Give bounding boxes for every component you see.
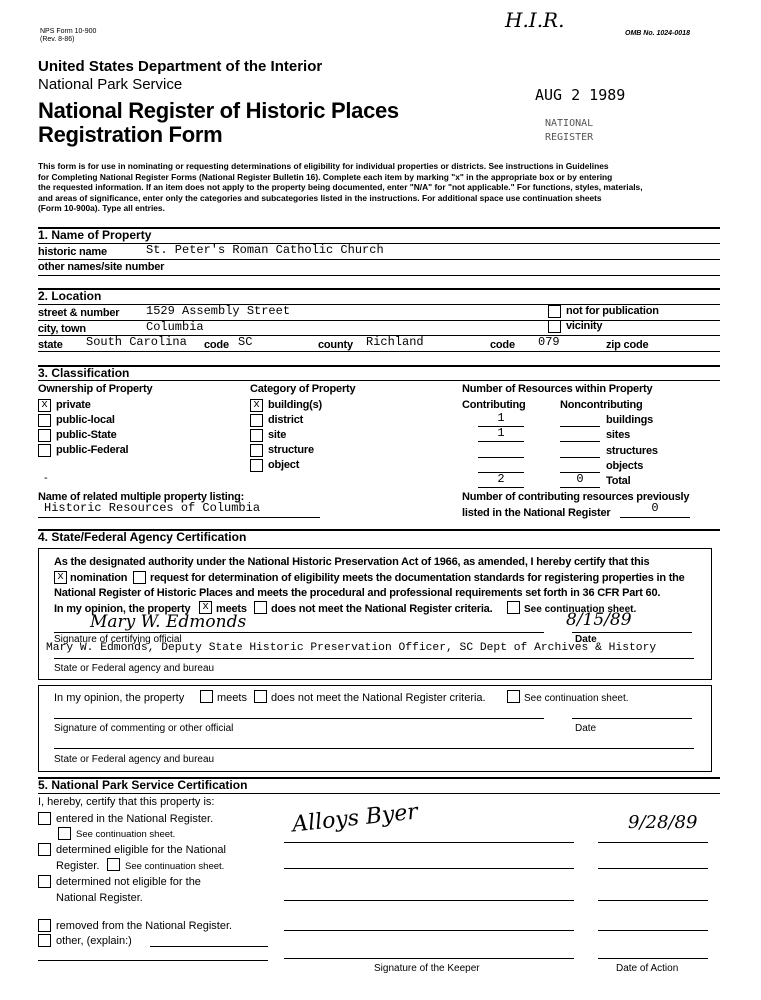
instructions-line: This form is for use in nominating or requesting determinations of eligibility for individual properties or districts. See instructions in Guidelines xyxy=(38,161,609,171)
city-label: city, town xyxy=(38,323,86,335)
entered-continuation-checkbox[interactable] xyxy=(58,827,71,840)
opinion2-label: In my opinion, the property xyxy=(54,692,185,704)
ownership-option: private xyxy=(56,399,91,411)
other-checkbox[interactable] xyxy=(38,934,51,947)
private-checkbox[interactable]: x xyxy=(38,399,51,412)
resource-row-label: buildings xyxy=(606,414,654,426)
resource-row-label: structures xyxy=(606,445,658,457)
category-heading: Category of Property xyxy=(250,383,356,395)
rule xyxy=(38,275,720,276)
keeper-signature: Alloys Byer xyxy=(291,799,420,838)
section-divider xyxy=(38,365,720,367)
form-title-line2: Registration Form xyxy=(38,122,223,147)
district-checkbox[interactable] xyxy=(250,414,263,427)
resource-row-label: sites xyxy=(606,429,631,441)
rule xyxy=(284,900,574,901)
signature-label: Signature of certifying official xyxy=(54,634,182,645)
section2-title: 2. Location xyxy=(38,289,102,303)
rule xyxy=(54,632,544,633)
city-value[interactable]: Columbia xyxy=(146,320,204,334)
continuation-sheet2-label: See continuation sheet. xyxy=(524,693,629,704)
county-label: county xyxy=(318,339,353,351)
other-names-label: other names/site number xyxy=(38,261,165,273)
public-state-checkbox[interactable] xyxy=(38,429,51,442)
rule xyxy=(284,930,574,931)
rule xyxy=(284,842,574,843)
county-code-value[interactable]: 079 xyxy=(538,335,560,349)
rule xyxy=(560,441,600,442)
rule xyxy=(572,632,692,633)
rule xyxy=(598,868,708,869)
stamp-line1: NATIONAL xyxy=(545,118,594,129)
rule xyxy=(560,426,600,427)
department-name: United States Department of the Interior xyxy=(38,58,323,75)
site-checkbox[interactable] xyxy=(250,429,263,442)
instructions-line: (Form 10-900a). Type all entries. xyxy=(38,203,165,213)
multiple-listing-label: Name of related multiple property listing: xyxy=(38,491,245,503)
cert-line3: National Register of Historic Places and meets the procedural and professional requirements set forth in 36 CFR Part 60. xyxy=(54,587,661,599)
determination-request-checkbox[interactable] xyxy=(133,571,146,584)
rule xyxy=(150,946,268,947)
does-not-meet2-label: does not meet the National Register criteria. xyxy=(271,692,486,704)
other-label: other, (explain:) xyxy=(56,935,132,947)
county-code-label: code xyxy=(490,339,515,351)
entered-label: entered in the National Register. xyxy=(56,813,214,825)
continuation-sheet-label: See continuation sheet. xyxy=(524,604,637,615)
entered-checkbox[interactable] xyxy=(38,812,51,825)
not-for-publication-label: not for publication xyxy=(566,305,659,317)
category-option: site xyxy=(268,429,287,441)
nomination-label: nomination xyxy=(70,572,128,584)
rule xyxy=(284,958,574,959)
determined-not-eligible-label1: determined not eligible for the xyxy=(56,876,201,888)
form-title-line1: National Register of Historic Places xyxy=(38,98,399,123)
historic-name-label: historic name xyxy=(38,246,107,258)
previously-listed-label1: Number of contributing resources previously xyxy=(462,491,690,503)
keeper-signature-label: Signature of the Keeper xyxy=(374,963,480,974)
section1-title: 1. Name of Property xyxy=(38,228,152,242)
service-name: National Park Service xyxy=(38,76,183,93)
county-value[interactable]: Richland xyxy=(366,335,424,349)
form-number: NPS Form 10-900 xyxy=(40,28,97,35)
determined-eligible-label2: Register. xyxy=(56,860,100,872)
section5-title: 5. National Park Service Certification xyxy=(38,778,248,792)
rule xyxy=(620,517,690,518)
rule xyxy=(38,351,720,352)
rule xyxy=(572,718,692,719)
contributing-total[interactable]: 2 xyxy=(497,472,505,486)
state-code-label: code xyxy=(204,339,229,351)
date-of-action-label: Date of Action xyxy=(616,963,679,974)
rule xyxy=(560,457,600,458)
nps-cert-intro: I, hereby, certify that this property is: xyxy=(38,796,215,808)
rule xyxy=(38,259,720,260)
opinion-label: In my opinion, the property xyxy=(54,603,191,615)
continuation-sheet-checkbox[interactable] xyxy=(507,601,520,614)
removed-checkbox[interactable] xyxy=(38,919,51,932)
rule xyxy=(38,960,268,961)
does-not-meet2-checkbox[interactable] xyxy=(254,690,267,703)
rule xyxy=(38,793,720,794)
date-label: Date xyxy=(575,634,597,645)
stamp-line2: REGISTER xyxy=(545,132,594,143)
rule xyxy=(54,658,694,659)
state-value[interactable]: South Carolina xyxy=(86,335,187,349)
rule xyxy=(38,517,320,518)
meets-checkbox[interactable]: x xyxy=(199,601,212,614)
rule xyxy=(54,718,544,719)
agency-value[interactable]: Mary W. Edmonds, Deputy State Historic Preservation Officer, SC Dept of Archives & History xyxy=(46,642,657,654)
instructions-line: and areas of significance, enter only the categories and subcategories listed in the instructions. For additional space use continuation sheets xyxy=(38,192,602,203)
cert-line1: As the designated authority under the National Historic Preservation Act of 1966, as amended, I hereby certify that this xyxy=(54,556,650,568)
instructions-line: the requested information. If an item does not apply to the property being documented, enter "N/A" for "not applicable." For functions, styles, materials, xyxy=(38,182,643,192)
rule xyxy=(478,487,524,488)
handwritten-top-note: H.I.R. xyxy=(505,8,565,32)
public-local-checkbox[interactable] xyxy=(38,414,51,427)
state-label: state xyxy=(38,339,63,351)
multiple-listing-value[interactable]: Historic Resources of Columbia xyxy=(44,501,261,515)
instructions-line: for Completing National Register Forms (National Register Bulletin 16). Complete each item by marking "x" in the appropriate box or by entering xyxy=(38,171,613,182)
vicinity-checkbox[interactable] xyxy=(548,320,561,333)
rule xyxy=(478,457,524,458)
rule xyxy=(38,320,720,321)
not-for-publication-checkbox[interactable] xyxy=(548,305,561,318)
omb-number: OMB No. 1024-0018 xyxy=(625,30,690,37)
form-revision: (Rev. 8-86) xyxy=(40,36,75,43)
noncontributing-heading: Noncontributing xyxy=(560,399,643,411)
resources-heading: Number of Resources within Property xyxy=(462,383,653,395)
street-label: street & number xyxy=(38,307,120,319)
ownership-option: public-local xyxy=(56,414,115,426)
keeper-date-handwritten: 9/28/89 xyxy=(628,812,698,833)
determined-not-eligible-label2: National Register. xyxy=(56,892,143,904)
street-value[interactable]: 1529 Assembly Street xyxy=(146,304,291,318)
ownership-option: public-State xyxy=(56,429,117,441)
category-option: object xyxy=(268,459,300,471)
does-not-meet-label: does not meet the National Register criteria. xyxy=(271,603,493,615)
cert-line2: request for determination of eligibility meets the documentation standards for registering properties in the xyxy=(150,572,685,584)
eligible-continuation-label: See continuation sheet. xyxy=(125,861,225,872)
determined-not-eligible-checkbox[interactable] xyxy=(38,875,51,888)
noncontributing-total[interactable]: 0 xyxy=(576,472,584,486)
determined-eligible-checkbox[interactable] xyxy=(38,843,51,856)
rule xyxy=(560,487,600,488)
agency2-label: State or Federal agency and bureau xyxy=(54,754,215,765)
meets2-label: meets xyxy=(217,692,247,704)
previously-listed-value[interactable]: 0 xyxy=(651,501,659,515)
category-option: building(s) xyxy=(268,399,323,411)
rule xyxy=(598,842,708,843)
agency-label: State or Federal agency and bureau xyxy=(54,663,215,674)
date2-label: Date xyxy=(575,723,597,734)
determined-eligible-label1: determined eligible for the National xyxy=(56,844,226,856)
rule xyxy=(478,441,524,442)
rule xyxy=(38,380,720,381)
eligible-continuation-checkbox[interactable] xyxy=(107,858,120,871)
removed-label: removed from the National Register. xyxy=(56,920,233,932)
ownership-heading: Ownership of Property xyxy=(38,383,153,395)
rule xyxy=(598,958,708,959)
category-option: district xyxy=(268,414,304,426)
category-option: structure xyxy=(268,444,314,456)
stray-dash: - xyxy=(44,472,48,484)
vicinity-label: vicinity xyxy=(566,320,603,332)
zip-label: zip code xyxy=(606,339,649,351)
resource-row-label: Total xyxy=(606,475,631,487)
rule xyxy=(598,930,708,931)
continuation-sheet2-checkbox[interactable] xyxy=(507,690,520,703)
resource-row-label: objects xyxy=(606,460,644,472)
instructions-paragraph xyxy=(38,161,718,214)
does-not-meet-checkbox[interactable] xyxy=(254,601,267,614)
previously-listed-label2: listed in the National Register xyxy=(462,507,611,519)
entered-continuation-label: See continuation sheet. xyxy=(76,829,176,840)
rule xyxy=(284,868,574,869)
contributing-sites[interactable]: 1 xyxy=(497,426,505,440)
contributing-heading: Contributing xyxy=(462,399,526,411)
section-divider xyxy=(38,288,720,290)
nomination-checkbox[interactable]: x xyxy=(54,571,67,584)
meets2-checkbox[interactable] xyxy=(200,690,213,703)
building-checkbox[interactable]: x xyxy=(250,399,263,412)
rule xyxy=(54,748,694,749)
state-code-value[interactable]: SC xyxy=(238,335,253,349)
ownership-option: public-Federal xyxy=(56,444,129,456)
section4-title: 4. State/Federal Agency Certification xyxy=(38,530,247,544)
meets-label: meets xyxy=(216,603,247,615)
rule xyxy=(598,900,708,901)
signature2-label: Signature of commenting or other official xyxy=(54,723,234,734)
certifying-date-handwritten: 8/15/89 xyxy=(566,610,632,630)
historic-name-value[interactable]: St. Peter's Roman Catholic Church xyxy=(146,243,384,257)
contributing-buildings[interactable]: 1 xyxy=(497,411,505,425)
public-federal-checkbox[interactable] xyxy=(38,444,51,457)
structure-checkbox[interactable] xyxy=(250,444,263,457)
section3-title: 3. Classification xyxy=(38,366,130,380)
object-checkbox[interactable] xyxy=(250,459,263,472)
certifying-official-signature: Mary W. Edmonds xyxy=(90,612,247,632)
received-stamp-date: AUG 2 1989 xyxy=(535,86,626,104)
